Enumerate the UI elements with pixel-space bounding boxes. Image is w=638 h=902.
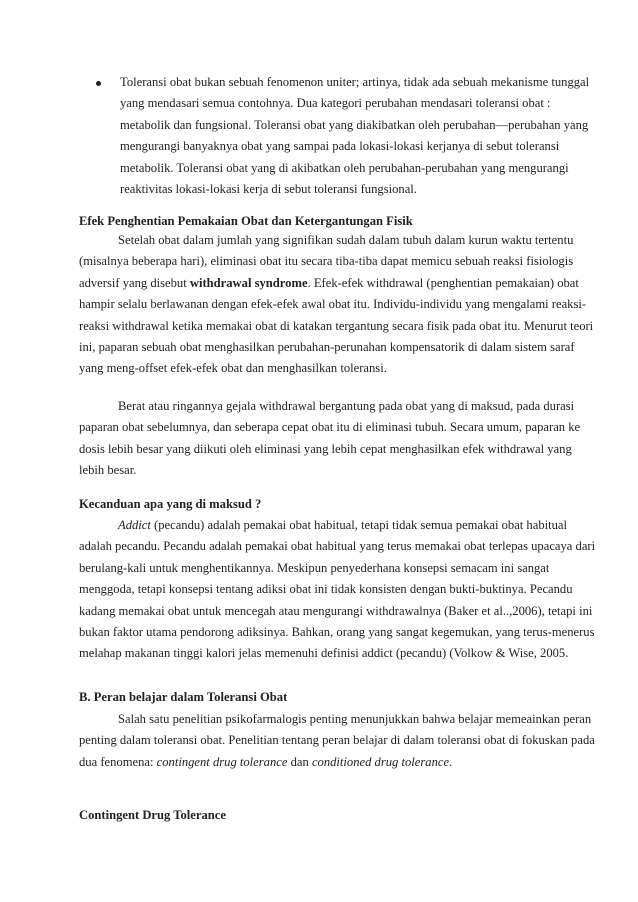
text-line bbox=[79, 515, 568, 536]
text-segment: . bbox=[449, 754, 453, 769]
bullet-icon bbox=[96, 81, 101, 86]
paragraph bbox=[79, 230, 594, 380]
text-line: menggoda, tetapi konsepsi tentang adiksi obat ini tidak konsisten dengan bukti-buktinya. Pecandu bbox=[79, 582, 573, 597]
text-line: Toleransi obat bukan sebuah fenomenon uniter; artinya, tidak ada sebuah mekanisme tunggal bbox=[120, 75, 590, 89]
paragraph bbox=[79, 515, 596, 665]
section-heading: Efek Penghentian Pemakaian Obat dan Ketergantungan Fisik bbox=[79, 214, 413, 228]
text-line: reaktivitas lokasi-lokasi kerja di sebut toleransi fungsional. bbox=[120, 181, 417, 196]
text-line: yang mendasari semua contohnya. Dua kategori perubahan mendasari toleransi obat : bbox=[120, 96, 551, 111]
text-segment: (pecandu) adalah pemakai obat habitual, tetapi tidak semua pemakai obat habitual bbox=[150, 518, 568, 532]
paragraph bbox=[79, 709, 595, 773]
text-segment: adversif yang disebut bbox=[79, 275, 190, 290]
text-line: yang meng-offset efek-efek obat dan menghasilkan toleransi. bbox=[79, 361, 387, 376]
text-line: bukan faktor utama pendorong adiksinya. Bahkan, orang yang sangat kegemukan, yang terus-menerus bbox=[79, 624, 595, 639]
text-line bbox=[79, 752, 563, 773]
text-segment: dan bbox=[287, 754, 312, 769]
text-line: adalah pecandu. Pecandu adalah pemakai obat habitual yang terus memakai obat terlepas upacaya dari bbox=[79, 539, 596, 554]
emphasis-term: Addict bbox=[118, 518, 151, 532]
bullet-text bbox=[120, 72, 590, 200]
text-line: hampir selalu berlawanan dengan efek-efek awal obat itu. Individu-individu yang mengalami reaksi- bbox=[79, 297, 587, 312]
emphasis-term: conditioned drug tolerance bbox=[311, 754, 450, 769]
section-heading: Contingent Drug Tolerance bbox=[79, 808, 226, 822]
emphasis-term: contingent drug tolerance bbox=[156, 754, 288, 769]
text-line: metabolik. Toleransi obat yang di akibatkan oleh perubahan-perubahan yang mengurangi bbox=[120, 160, 569, 175]
paragraph bbox=[79, 396, 581, 482]
text-line: dosis lebih besar yang diikuti oleh eliminasi yang lebih cepat menghasilkan efek withdrawal yang bbox=[79, 441, 572, 456]
text-line: metabolik dan fungsional. Toleransi obat yang diakibatkan oleh perubahan—perubahan yang bbox=[120, 117, 589, 132]
text-line: mengurangi banyaknya obat yang sampai pada lokasi-lokasi kerjanya di sebut toleransi bbox=[120, 139, 560, 154]
text-line: kadang memakai obat untuk mencegah atau mengurangi withdrawalnya (Baker et al..,2006), tetapi ini bbox=[79, 603, 593, 618]
text-line: reaksi withdrawal ketika memakai obat di katakan tergantung secara fisik pada obat itu. Menurut teori bbox=[79, 318, 594, 333]
text-line: berulang-kali untuk menghentikannya. Meskipun penyederhana konsepsi semacam ini sangat bbox=[79, 560, 550, 575]
section-heading: Kecanduan apa yang di maksud ? bbox=[79, 497, 262, 511]
emphasis-term: withdrawal syndrome bbox=[189, 275, 308, 290]
text-segment: . Efek-efek withdrawal (penghentian pemakaian) obat bbox=[307, 275, 579, 290]
text-line: Berat atau ringannya gejala withdrawal bergantung pada obat yang di maksud, pada durasi bbox=[118, 399, 575, 413]
text-line: ini, paparan sebuah obat menghasilkan perubahan-perunahan kompensatorik di dalam sistem saraf bbox=[79, 339, 575, 354]
text-line: lebih besar. bbox=[79, 463, 137, 478]
text-line bbox=[79, 273, 579, 294]
text-line: Salah satu penelitian psikofarmalogis penting menunjukkan bahwa belajar memeainkan peran bbox=[118, 712, 592, 726]
text-line: (misalnya beberapa hari), eliminasi obat itu secara tiba-tiba dapat memicu sebuah reaksi fisiologis bbox=[79, 254, 574, 269]
text-segment: dua fenomena: bbox=[79, 754, 157, 769]
text-line: penting dalam toleransi obat. Penelitian tentang peran belajar di dalam toleransi obat di fokuskan pada bbox=[79, 733, 595, 748]
section-heading: B. Peran belajar dalam Toleransi Obat bbox=[79, 690, 288, 704]
text-line: Setelah obat dalam jumlah yang signifikan sudah dalam tubuh dalam kurun waktu tertentu bbox=[118, 233, 574, 247]
text-line: melahap makanan tinggi kalori jelas memenuhi definisi addict (pecandu) (Volkow & Wise, 2005. bbox=[79, 646, 569, 661]
text-line: paparan obat sebelumnya, dan seberapa cepat obat itu di eliminasi tubuh. Secara umum, paparan ke bbox=[79, 420, 581, 435]
